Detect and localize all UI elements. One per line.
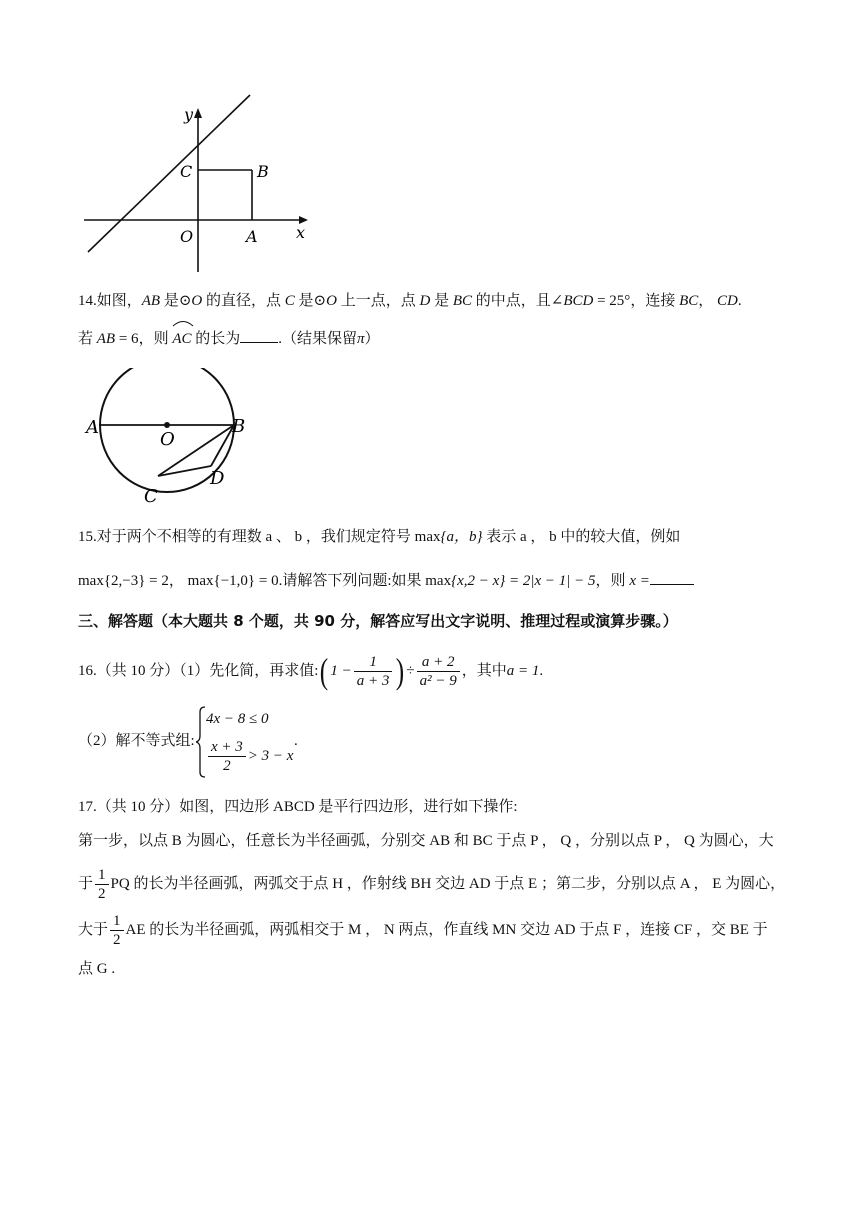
math-AB: AB [141, 293, 161, 309]
math-x-eq: x = [629, 573, 650, 589]
inequality-1: 4x − 8 ≤ 0 [206, 711, 269, 727]
text: （2）解不等式组: [78, 733, 195, 749]
math-one-minus: 1 − [330, 663, 352, 679]
section-3-title: 三、解答题（本大题共 8 个题，共 90 分，解答应写出文字说明、推理过程或演算步骤。） [78, 612, 678, 630]
text: 大于 [78, 922, 109, 938]
text: ， [168, 573, 188, 589]
q17-line-3 [78, 862, 785, 906]
angle-value: = 25° [593, 293, 631, 309]
numerator: 1 [110, 912, 124, 931]
math-BC: BC [452, 293, 473, 309]
numerator: 1 [95, 866, 109, 885]
math-AC: AC [172, 331, 192, 347]
label-C: C [180, 162, 193, 181]
math-a-eq: a = 1 [506, 663, 540, 679]
math-max: max [425, 573, 452, 589]
q14-number: 14. [78, 293, 97, 309]
q17-line-4 [78, 908, 768, 952]
text: 是 [430, 293, 453, 309]
center-dot [164, 422, 170, 428]
q17-line-5: 点 G . [78, 961, 116, 977]
equation: {x,2 − x} = 2|x − 1| − 5 [451, 573, 596, 589]
label-B: B [257, 162, 269, 181]
text: .（结果保留 [278, 331, 358, 347]
denominator: 2 [98, 885, 106, 902]
text: ） [364, 331, 380, 347]
math-pi: π [357, 331, 365, 347]
math-CD: CD [717, 293, 738, 309]
text: 的长为 [191, 331, 241, 347]
label-O: O [160, 429, 175, 450]
numerator: x + 3 [208, 738, 246, 757]
label-O: O [180, 227, 194, 246]
right-paren: ) [396, 651, 405, 691]
label-D: D [210, 468, 225, 489]
text: 于 [78, 876, 94, 892]
text: ，则 [138, 331, 173, 347]
math-set: {a，b} [440, 529, 483, 545]
math-BCD: BCD [563, 293, 594, 309]
label-x: x [296, 223, 306, 242]
math-O: O [191, 293, 203, 309]
answer-blank[interactable] [650, 570, 694, 585]
ab-value: = 6 [115, 331, 139, 347]
text: ，则 [595, 573, 630, 589]
arc-mark [172, 319, 194, 327]
circle-figure [82, 368, 272, 508]
q15-line-2 [78, 570, 694, 592]
denominator: 2 [223, 757, 231, 774]
label-y: y [184, 105, 194, 124]
math-max: max [187, 573, 214, 589]
text: 15.对于两个不相等的有理数 a 、 b ，我们规定符号 [78, 529, 415, 545]
q14-line-1 [78, 290, 742, 312]
text: 是⊙ [160, 293, 192, 309]
q16-period: . [294, 733, 298, 749]
system-brace [196, 706, 206, 778]
fraction-half [110, 912, 124, 949]
q17-line-2: 第一步，以点 B 为圆心，任意长为半径画弧，分别交 AB 和 BC 于点 P ， Q ，分别以点 P ， Q 为圆心，大 [78, 833, 774, 849]
text: ，连接 [630, 293, 680, 309]
math-C: C [284, 293, 295, 309]
text: . [539, 663, 544, 679]
math-D: D [419, 293, 431, 309]
text: .请解答下列问题:如果 [278, 573, 426, 589]
label-B: B [232, 416, 246, 437]
q16-part2-label [78, 730, 195, 752]
example-1: {2,−3} = 2 [103, 573, 169, 589]
text: 表示 a ， b 中的较大值，例如 [482, 529, 681, 545]
fraction-1 [354, 653, 393, 690]
numerator: a + 2 [417, 653, 460, 672]
text: 如图， [96, 293, 142, 309]
math-max: max [78, 573, 104, 589]
inequality-rest: > 3 − x [247, 748, 294, 764]
q14-line-2 [78, 328, 380, 350]
denominator: 2 [113, 931, 121, 948]
coordinate-figure [78, 92, 318, 276]
q15-line-1 [78, 526, 680, 548]
fraction-ineq [208, 738, 246, 775]
text: 是⊙ [294, 293, 327, 309]
math-AB: AB [96, 331, 116, 347]
math-max: max [414, 529, 441, 545]
divide-sign: ÷ [406, 663, 415, 679]
q17-line-1: 17.（共 10 分）如图，四边形 ABCD 是平行四边形，进行如下操作: [78, 799, 518, 815]
text: ， [698, 293, 718, 309]
fraction-half [95, 866, 109, 903]
label-C: C [144, 486, 158, 507]
math-O: O [326, 293, 337, 309]
math-BC: BC [679, 293, 699, 309]
text: 上一点，点 [336, 293, 420, 309]
text: . [737, 293, 742, 309]
label-A: A [246, 227, 258, 246]
answer-blank[interactable] [240, 328, 278, 343]
example-2: {−1,0} = 0 [213, 573, 279, 589]
left-paren: ( [320, 651, 329, 691]
denominator: a + 3 [356, 672, 390, 689]
text: 若 [78, 331, 97, 347]
text: 16.（共 10 分）（1）先化简，再求值: [78, 663, 319, 679]
text: 的中点，且∠ [472, 293, 564, 309]
q16-line-1 [78, 648, 543, 694]
text: PQ 的长为半径画弧，两弧交于点 H ，作射线 BH 交边 AD 于点 E ；第二步，分别以点 A ， E 为圆心， [110, 876, 786, 892]
numerator: 1 [354, 653, 393, 672]
y-axis-arrow [194, 108, 202, 118]
label-A: A [86, 417, 99, 438]
slanted-line [88, 95, 250, 252]
text: 的直径，点 [202, 293, 285, 309]
inequality-2 [206, 736, 293, 776]
text: ，其中 [461, 663, 507, 679]
text: AE 的长为半径画弧，两弧相交于 M ， N 两点，作直线 MN 交边 AD 于点 F ，连接 CF ，交 BE 于 [125, 922, 768, 938]
denominator: a² − 9 [419, 672, 457, 689]
arc-AC [172, 328, 191, 350]
fraction-2 [417, 653, 460, 690]
